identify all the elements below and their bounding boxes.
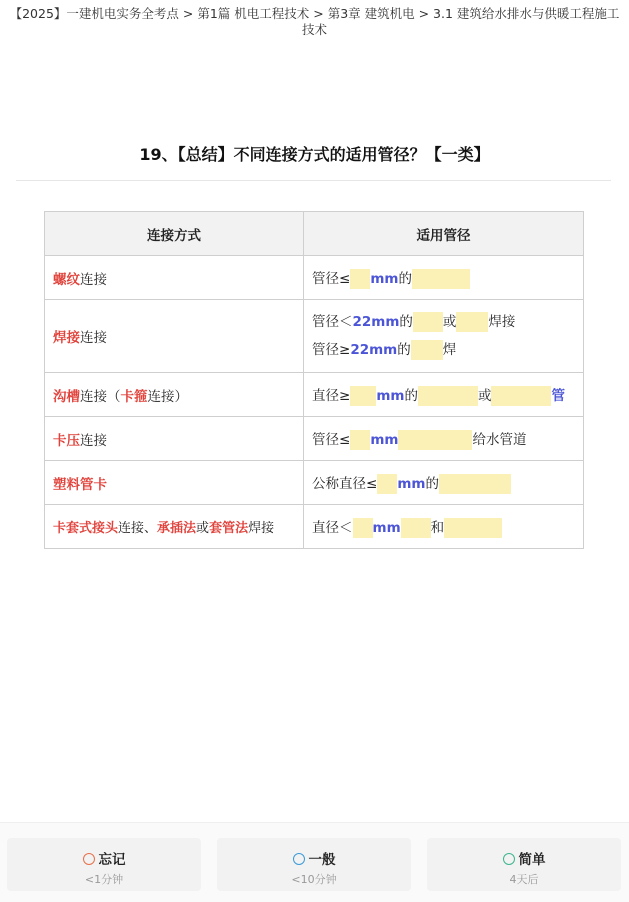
method-cell — [45, 300, 304, 373]
easy-button[interactable] — [427, 838, 621, 891]
method-text: 连接 — [80, 271, 107, 288]
sad-face-icon — [83, 853, 95, 865]
diameter-unit: mm — [370, 431, 399, 448]
method-text: 连接（ — [80, 388, 121, 405]
method-keyword: 卡套式接头 — [53, 521, 119, 536]
title-divider — [16, 180, 611, 181]
diameter-cell — [304, 373, 584, 417]
diameter-line — [312, 336, 575, 364]
diameter-unit: mm — [397, 475, 426, 492]
method-text: 连接、 — [118, 521, 158, 536]
diameter-cell — [304, 461, 584, 505]
method-keyword: 套管法 — [209, 521, 249, 536]
method-keyword: 卡压 — [53, 432, 80, 449]
diameter-text: 公称直径≤ — [312, 475, 378, 492]
method-text: 连接） — [147, 388, 188, 405]
answer-blank[interactable] — [350, 269, 370, 289]
table-row — [45, 461, 584, 505]
diameter-text: 直径＜ — [312, 519, 353, 536]
diameter-text: 和 — [430, 519, 445, 536]
page-title: 19、【总结】不同连接方式的适用管径？【一类】 — [139, 145, 490, 164]
diameter-unit: mm — [376, 387, 405, 404]
header-applicable-diameter: 适用管径 — [304, 212, 584, 256]
method-keyword: 焊接 — [53, 330, 80, 346]
forgot-label: 忘记 — [98, 852, 126, 868]
answer-blank[interactable] — [491, 386, 551, 406]
table-header-row — [45, 212, 584, 256]
diameter-cell — [304, 505, 584, 549]
normal-interval: <10分钟 — [291, 873, 337, 886]
method-cell — [45, 256, 304, 300]
diameter-text: 直径≥ — [312, 387, 351, 404]
diameter-cell — [304, 256, 584, 300]
answer-blank[interactable] — [456, 312, 488, 332]
diameter-text: 管径≤ — [312, 270, 351, 287]
method-text: 焊接 — [248, 521, 275, 536]
easy-interval: 4天后 — [509, 873, 539, 886]
method-cell — [45, 373, 304, 417]
diameter-line — [312, 308, 575, 336]
method-keyword: 塑料管卡 — [53, 476, 107, 493]
normal-button[interactable] — [217, 838, 411, 891]
method-cell — [45, 461, 304, 505]
diameter-unit: mm — [370, 270, 399, 287]
diameter-number: 22mm — [350, 342, 398, 358]
method-keyword: 承插法 — [157, 521, 197, 536]
answer-blank[interactable] — [350, 430, 370, 450]
method-keyword: 卡箍 — [120, 388, 148, 405]
diameter-cell — [304, 300, 584, 373]
answer-blank[interactable] — [398, 430, 472, 450]
diameter-text: 或 — [477, 387, 492, 404]
diameter-text: 的 — [425, 475, 439, 492]
table-row — [45, 256, 584, 300]
diameter-text: 焊 — [442, 342, 457, 358]
breadcrumb[interactable]: 【2025】一建机电实务全考点 > 第1篇 机电工程技术 > 第3章 建筑机电 > 3.1 建筑给水排水与供暖工程施工技术 — [9, 6, 620, 37]
happy-face-icon — [503, 853, 515, 865]
normal-label: 一般 — [308, 852, 336, 868]
diameter-text: 的 — [399, 314, 413, 330]
connection-table — [44, 211, 584, 549]
method-keyword: 螺纹 — [53, 271, 80, 288]
table-row — [45, 417, 584, 461]
neutral-face-icon — [293, 853, 305, 865]
answer-blank[interactable] — [401, 518, 431, 538]
answer-blank[interactable] — [350, 386, 376, 406]
diameter-number: 22mm — [352, 314, 400, 330]
diameter-text: 的 — [398, 270, 412, 287]
diameter-text: 管径≤ — [312, 431, 351, 448]
method-cell — [45, 417, 304, 461]
answer-blank[interactable] — [418, 386, 478, 406]
easy-label-row — [427, 848, 621, 868]
diameter-text: 给水管道 — [472, 431, 527, 448]
diameter-text: 管径＜ — [312, 314, 353, 330]
answer-blank[interactable] — [444, 518, 502, 538]
header-connection-method: 连接方式 — [45, 212, 304, 256]
answer-blank[interactable] — [412, 269, 470, 289]
answer-blank[interactable] — [353, 518, 373, 538]
diameter-text: 或 — [442, 314, 457, 330]
table-row — [45, 505, 584, 549]
diameter-text: 管 — [551, 387, 565, 404]
method-text: 连接 — [80, 330, 107, 346]
method-keyword: 沟槽 — [53, 388, 80, 405]
answer-blank[interactable] — [439, 474, 511, 494]
answer-blank[interactable] — [411, 340, 443, 360]
diameter-text: 焊接 — [488, 314, 516, 330]
method-text: 或 — [196, 521, 210, 536]
forgot-label-row — [7, 848, 201, 868]
answer-blank[interactable] — [377, 474, 397, 494]
forgot-button[interactable] — [7, 838, 201, 891]
diameter-unit: mm — [372, 519, 401, 536]
answer-blank[interactable] — [413, 312, 443, 332]
review-footer — [0, 822, 629, 902]
forgot-interval: <1分钟 — [84, 873, 124, 886]
diameter-text: 的 — [397, 342, 411, 358]
table-row — [45, 373, 584, 417]
diameter-text: 管径≥ — [312, 342, 351, 358]
easy-label: 简单 — [518, 852, 546, 868]
diameter-cell — [304, 417, 584, 461]
normal-label-row — [217, 848, 411, 868]
method-text: 连接 — [80, 432, 107, 449]
method-cell — [45, 505, 304, 549]
diameter-text: 的 — [404, 387, 418, 404]
table-row — [45, 300, 584, 373]
